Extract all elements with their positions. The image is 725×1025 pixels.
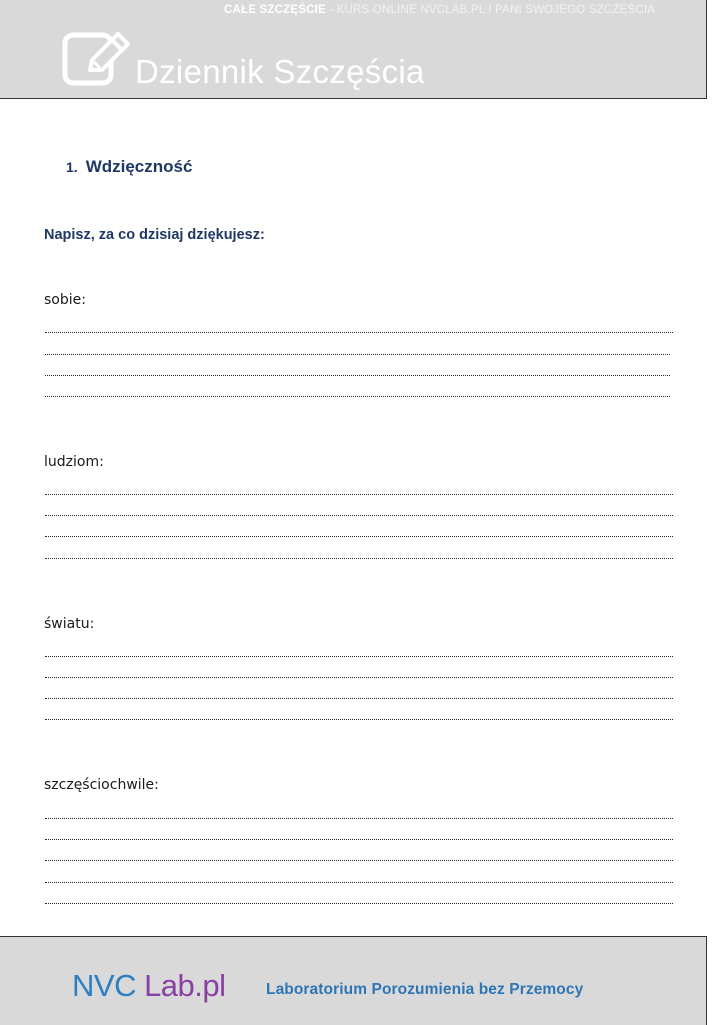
- field-label-happy-moments: szczęściochwile:: [44, 777, 159, 793]
- logo-lab: Lab.pl: [135, 968, 226, 1003]
- writing-line[interactable]: [45, 558, 673, 559]
- page-title: Dziennik Szczęścia: [135, 53, 425, 90]
- logo-nvc: NVC: [72, 968, 136, 1003]
- field-label-people: ludziom:: [44, 454, 104, 470]
- writing-line[interactable]: [45, 494, 673, 495]
- page-header: [0, 0, 707, 99]
- section-heading: [66, 157, 192, 177]
- writing-line[interactable]: [45, 354, 670, 355]
- section-title: Wdzięczność: [85, 157, 193, 176]
- writing-line[interactable]: [45, 515, 673, 516]
- field-label-world: światu:: [44, 616, 95, 632]
- section-number: 1.: [66, 159, 78, 175]
- writing-line[interactable]: [45, 656, 673, 657]
- nvclab-logo: [72, 968, 226, 1004]
- writing-line[interactable]: [45, 903, 673, 904]
- course-banner: [224, 4, 684, 16]
- instruction-text: Napisz, za co dzisiaj dziękujesz:: [44, 227, 265, 243]
- writing-line[interactable]: [45, 882, 673, 883]
- edit-note-icon: [62, 30, 134, 88]
- writing-line[interactable]: [45, 698, 673, 699]
- writing-line[interactable]: [45, 396, 670, 397]
- course-subtitle: - KURS ONLINE NVCLAB.PL I PANI SWOJEGO SZCZĘŚCIA: [325, 4, 656, 16]
- writing-line[interactable]: [45, 719, 673, 720]
- writing-line[interactable]: [45, 536, 673, 537]
- writing-line[interactable]: [45, 818, 673, 819]
- writing-line[interactable]: [45, 375, 670, 376]
- writing-line[interactable]: [45, 839, 673, 840]
- course-name: CAŁE SZCZĘŚCIE: [224, 4, 326, 16]
- writing-line[interactable]: [45, 332, 673, 333]
- writing-line[interactable]: [45, 860, 673, 861]
- logo-tagline: Laboratorium Porozumienia bez Przemocy: [266, 981, 584, 998]
- writing-line[interactable]: [45, 677, 673, 678]
- field-label-self: sobie:: [44, 292, 86, 308]
